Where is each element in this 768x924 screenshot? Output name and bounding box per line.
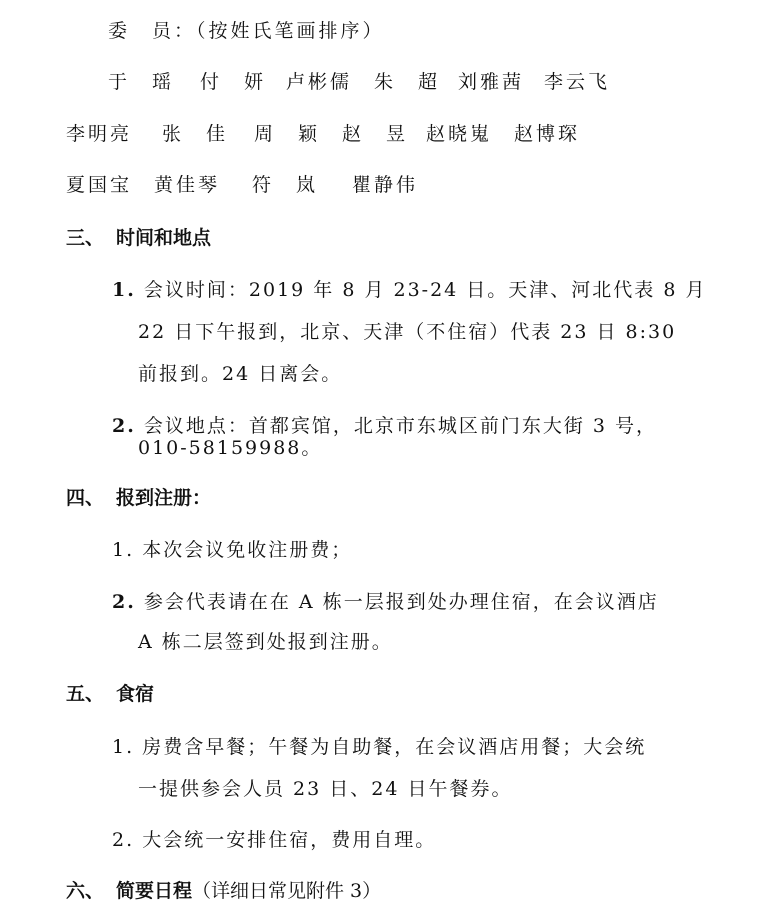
- section-title: 简要日程: [116, 880, 193, 902]
- section-number: 四、: [66, 487, 105, 509]
- item-text: 参会代表请在在 A 栋一层报到处办理住宿，在会议酒店: [143, 591, 659, 613]
- member-name: 赵 昱: [342, 123, 409, 145]
- item-text: 本次会议免收注册费；: [142, 539, 353, 561]
- committee-header: [108, 19, 385, 43]
- section-note: （详细日常见附件 3）: [192, 880, 382, 902]
- section-heading: [66, 682, 154, 706]
- member-name: 赵晓嵬: [426, 123, 493, 145]
- member-name: 周 颖: [254, 123, 321, 145]
- item-text: 房费含早餐；午餐为自助餐，在会议酒店用餐；大会统: [142, 736, 647, 758]
- item-text: 会议地点：首都宾馆，北京市东城区前门东大街 3 号，: [143, 415, 658, 437]
- section-title: 食宿: [116, 683, 155, 705]
- list-item-continuation: A 栋二层签到处报到注册。: [138, 631, 393, 653]
- member-name: 夏国宝: [66, 174, 133, 196]
- list-item: [112, 590, 659, 614]
- member-name: 刘雅茜: [458, 71, 525, 93]
- list-item: [112, 828, 436, 852]
- member-name: 赵博琛: [514, 123, 581, 145]
- section-title: 报到注册：: [116, 487, 212, 509]
- section-heading: [66, 226, 211, 250]
- list-item: [112, 538, 352, 562]
- member-name: 符 岚: [252, 174, 319, 196]
- section-number: 五、: [66, 683, 105, 705]
- list-item-continuation: 一提供参会人员 23 日、24 日午餐券。: [138, 778, 513, 800]
- item-text: 会议时间：2019 年 8 月 23-24 日。天津、河北代表 8 月: [143, 279, 707, 301]
- section-heading: [66, 486, 211, 510]
- member-name: 黄佳琴: [154, 174, 221, 196]
- list-item-continuation: 22 日下午报到，北京、天津（不住宿）代表 23 日 8:30: [138, 321, 677, 343]
- member-name: 付 妍: [200, 71, 267, 93]
- section-title: 时间和地点: [116, 227, 212, 249]
- section-number: 六、: [66, 880, 105, 902]
- member-name: 卢彬儒: [286, 71, 353, 93]
- list-item-continuation: 前报到。24 日离会。: [138, 363, 343, 385]
- committee-row-2: [66, 122, 580, 146]
- member-name: 张 佳: [162, 123, 229, 145]
- item-number: 2.: [112, 415, 136, 437]
- item-number: 1.: [112, 279, 136, 301]
- item-number: 2.: [112, 591, 136, 613]
- committee-label: 委 员：: [108, 20, 197, 42]
- item-number: 1.: [112, 539, 135, 561]
- list-item: [112, 278, 706, 302]
- list-item-continuation: 010-58159988。: [138, 437, 323, 459]
- member-name: 朱 超: [374, 71, 441, 93]
- committee-row-1: [108, 70, 610, 94]
- list-item: [112, 414, 657, 438]
- member-name: 李明亮: [66, 123, 133, 145]
- item-text: 大会统一安排住宿，费用自理。: [142, 829, 437, 851]
- section-number: 三、: [66, 227, 105, 249]
- section-heading: [66, 879, 381, 903]
- item-number: 1.: [112, 736, 135, 758]
- committee-note: （按姓氏笔画排序）: [196, 20, 385, 42]
- committee-row-3: [66, 173, 418, 197]
- member-name: 李云飞: [544, 71, 611, 93]
- item-number: 2.: [112, 829, 135, 851]
- member-name: 于 瑶: [108, 71, 175, 93]
- member-name: 瞿静伟: [352, 174, 419, 196]
- list-item: [112, 735, 646, 759]
